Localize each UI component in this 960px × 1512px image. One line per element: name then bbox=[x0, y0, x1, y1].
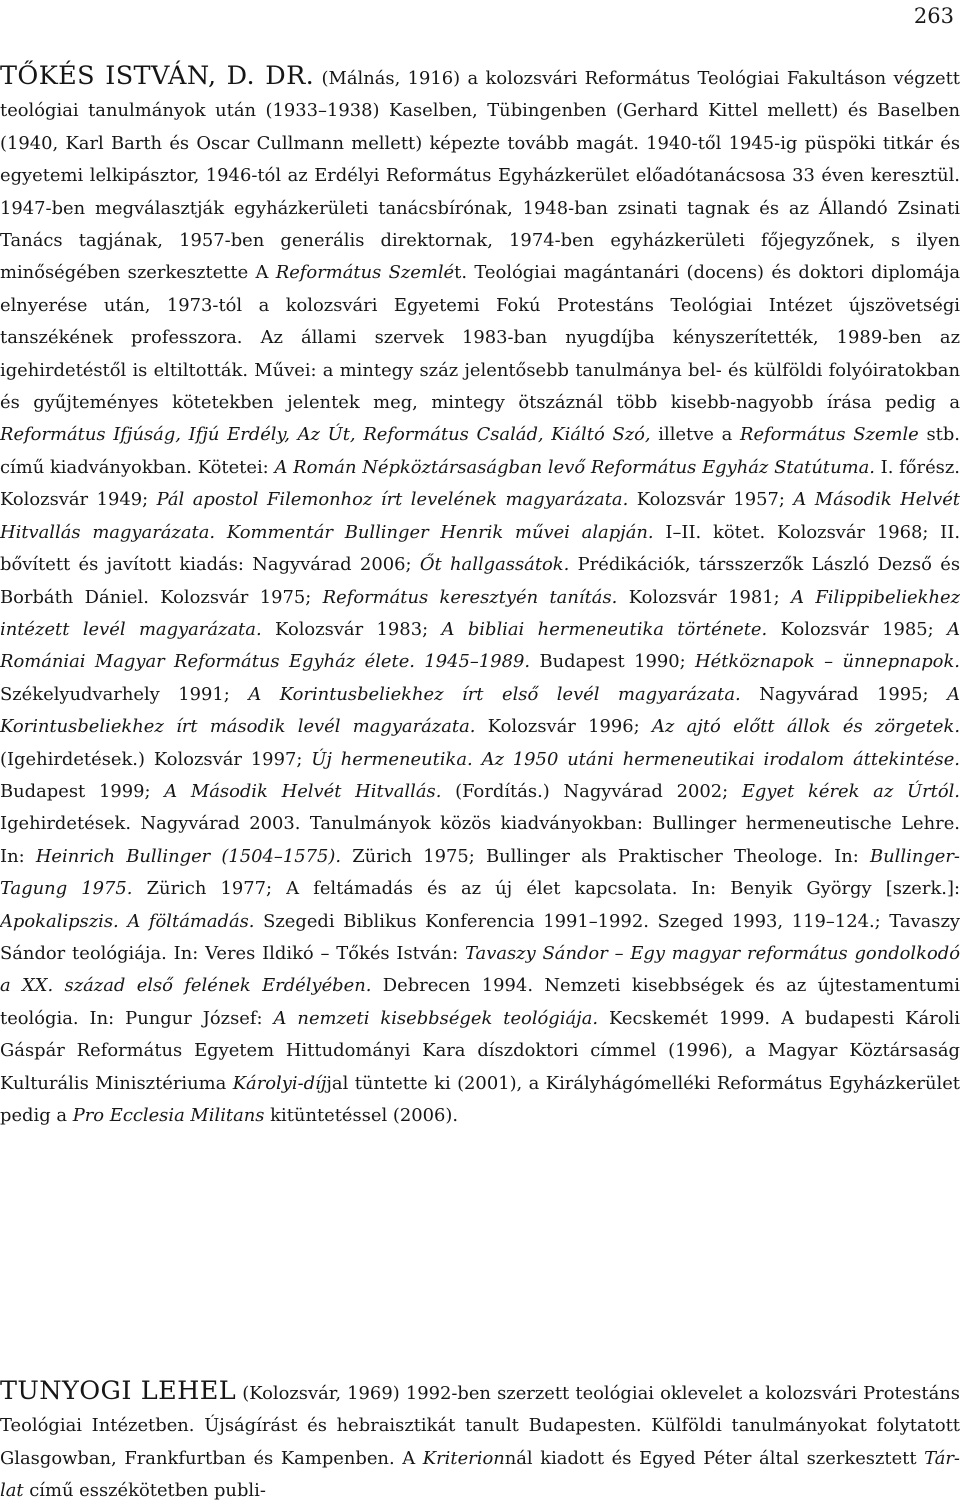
italic-title-text: Az ajtó előtt állok és zörgetek. bbox=[651, 716, 960, 738]
body-text: Kolozsvár 1996; bbox=[475, 716, 652, 738]
body-text: Igehirdetések. Nagyvárad 2003. Tanulmányok közös kiadványokban: Bullinger hermeneutische Lehre. In: bbox=[0, 813, 960, 867]
body-text: Debrecen 1994. Nemzeti kisebbségek és az újtestamentumi teológia. In: Pungur József: bbox=[0, 975, 960, 1029]
italic-title-text: Hétköznapok – ünnepnapok. bbox=[695, 651, 960, 673]
italic-title-text: Pál apostol Filemonhoz írt levelének magyarázata. bbox=[156, 489, 629, 511]
entry-paragraph bbox=[0, 60, 960, 1132]
italic-title-text: A Romániai Magyar Református Egyház élete. 1945–1989. bbox=[0, 618, 960, 673]
italic-title-text: A Filippibeliekhez intézett levél magyarázata. bbox=[0, 586, 960, 640]
body-text: Prédikációk, társszerzők László Dezső és Borbáth Dániel. Kolozsvár 1975; bbox=[0, 554, 960, 608]
entry-name: TUNYOGI LEHEL bbox=[0, 1376, 237, 1406]
italic-title-text: Bullinger-Tagung 1975. bbox=[0, 845, 960, 900]
body-text: I. főrész. Kolozsvár 1949; bbox=[0, 456, 960, 511]
body-text: I–II. kötet. Kolozsvár 1968; II. bővített és javított kiadás: Nagyvárad 2006; bbox=[0, 521, 960, 576]
italic-title-text: A nemzeti kisebbségek teológiája. bbox=[273, 1007, 599, 1029]
italic-title-text: A Második Helvét Hitvallás. bbox=[164, 780, 442, 802]
entry-body bbox=[0, 68, 960, 1126]
body-text: című esszékötetben publi- bbox=[23, 1480, 266, 1502]
italic-title-text: Egyet kérek az Úrtól. bbox=[741, 780, 960, 802]
italic-title-text: A Korintusbeliekhez írt második levél magyarázata. bbox=[0, 683, 960, 738]
italic-title-text: Új hermeneutika. Az 1950 utáni hermeneutikai irodalom áttekintése. bbox=[311, 748, 960, 770]
italic-title-text: Református Szemlé bbox=[275, 262, 455, 284]
body-text: nál kiadott és Egyed Péter által szerkesztett bbox=[504, 1447, 925, 1469]
italic-title-text: Református Szemle bbox=[740, 424, 919, 446]
body-text: kitüntetéssel (2006). bbox=[264, 1105, 459, 1126]
italic-title-text: Kriterion bbox=[422, 1447, 505, 1469]
entry-name: TŐKÉS ISTVÁN, D. DR. bbox=[0, 61, 315, 91]
italic-title-text: Református keresztyén tanítás. bbox=[322, 586, 618, 608]
body-text: Kolozsvár 1981; bbox=[617, 586, 792, 608]
italic-title-text: Tavaszy Sándor – Egy magyar református gondolkodó a XX. század első felének Erdélyében. bbox=[0, 942, 960, 997]
body-text: Zürich 1975; Bullinger als Praktischer Theologe. In: bbox=[341, 845, 870, 867]
italic-title-text: A bibliai hermeneutika története. bbox=[441, 618, 768, 640]
body-text: Budapest 1999; bbox=[0, 780, 165, 802]
body-text: (Málnás, 1916) a kolozsvári Református Teológiai Fakultáson végzett teológiai tanulmányok után (1933–1938) Kaselben, Tübingenben (Gerhard Kittel mellett) és Baselben (1940, Karl Barth és Oscar Cullmann mellett) képezte tovább magát. 1940-től 1945-ig püspöki titkár és egyetemi lelkipásztor, 1946-tól az Erdélyi Református Egyházkerület előadótanácsosa 33 éven keresztül. 1947-ben megválasztják egyházkerületi tanácsbírónak, 1948-ban zsinati tagnak és az Állandó Zsinati Tanács tagjának, 1957-ben generális direktornak, 1974-ben egyházkerületi főjegyzőnek, s ilyen minőségében szerkesztette A bbox=[0, 68, 960, 284]
biography-entry-tunyogi bbox=[0, 1375, 960, 1508]
body-text: (Kolozsvár, 1969) 1992-ben szerzett teológiai oklevelet a kolozsvári Protestáns Teológiai Intézetben. Újságírást és hebraisztikát tanult Budapesten. Külföldi tanulmányokat folytatott Glasgowban, Frankfurtban és Kampenben. A bbox=[0, 1383, 960, 1469]
body-text: Zürich 1977; A feltámadás és az új élet kapcsolata. In: Benyik György [szerk.]: bbox=[132, 878, 960, 900]
italic-title-text: Református Ifjúság, Ifjú Erdély, Az Út, Református Család, Kiáltó Szó, bbox=[0, 424, 651, 446]
body-text: Kolozsvár 1957; bbox=[628, 489, 794, 511]
biography-entry-tokes bbox=[0, 60, 960, 1132]
italic-title-text: Pro Ecclesia Militans bbox=[72, 1105, 265, 1126]
body-text: (Igehirdetések.) Kolozsvár 1997; bbox=[0, 748, 312, 770]
entry-paragraph bbox=[0, 1375, 960, 1508]
italic-title-text: Tár-lat bbox=[0, 1447, 960, 1502]
body-text: Kolozsvár 1985; bbox=[767, 618, 948, 640]
italic-title-text: Apokalipszis. A föltámadás. bbox=[0, 910, 255, 932]
italic-title-text: Heinrich Bullinger (1504–1575). bbox=[35, 845, 342, 867]
body-text: jal tüntette ki (2001), a Királyhágómelléki Református Egyházkerület pedig a bbox=[0, 1072, 960, 1126]
body-text: Szegedi Biblikus Konferencia 1991–1992. Szeged 1993, 119–124.; Tavaszy Sándor teológiája. In: Veres Ildikó – Tőkés István: bbox=[0, 910, 960, 964]
body-text: illetve a bbox=[650, 424, 740, 446]
italic-title-text: A Második Helvét Hitvallás magyarázata. Kommentár Bullinger Henrik művei alapján. bbox=[0, 489, 960, 543]
italic-title-text: A Román Népköztársaságban levő Református Egyház Statútuma. bbox=[274, 456, 875, 478]
body-text: Székelyudvarhely 1991; bbox=[0, 683, 249, 705]
body-text: t. Teológiai magántanári (docens) és doktori diplomája elnyerése után, 1973-tól a kolozsvári Egyetemi Fokú Protestáns Teológiai Intézet újszövetségi tanszékének professzora. Az állami szervek 1983-ban nyugdíjba kényszerítették, 1989-ben az igehirdetéstől is eltiltották. Művei: a mintegy száz jelentősebb tanulmánya bel- és külföldi folyóiratokban és gyűjteményes kötetekben jelentek meg, mintegy ötszáznál több kisebb-nagyobb írása pedig a bbox=[0, 262, 960, 414]
body-text: Kecskemét 1999. A budapesti Károli Gáspár Református Egyetem Hittudományi Kara díszdoktori címmel (1996), a Magyar Köztársaság Kulturális Minisztériuma bbox=[0, 1007, 960, 1094]
page-number: 263 bbox=[913, 4, 954, 28]
italic-title-text: A Korintusbeliekhez írt első levél magyarázata. bbox=[248, 683, 741, 705]
body-text: (Fordítás.) Nagyvárad 2002; bbox=[441, 780, 742, 802]
italic-title-text: Őt hallgassátok. bbox=[419, 554, 570, 576]
body-text: Kolozsvár 1983; bbox=[261, 618, 442, 640]
italic-title-text: Károlyi-díj bbox=[232, 1072, 327, 1094]
body-text: stb. című kiadványokban. Kötetei: bbox=[0, 424, 960, 478]
body-text: Nagyvárad 1995; bbox=[740, 683, 948, 705]
body-text: Budapest 1990; bbox=[530, 651, 696, 673]
